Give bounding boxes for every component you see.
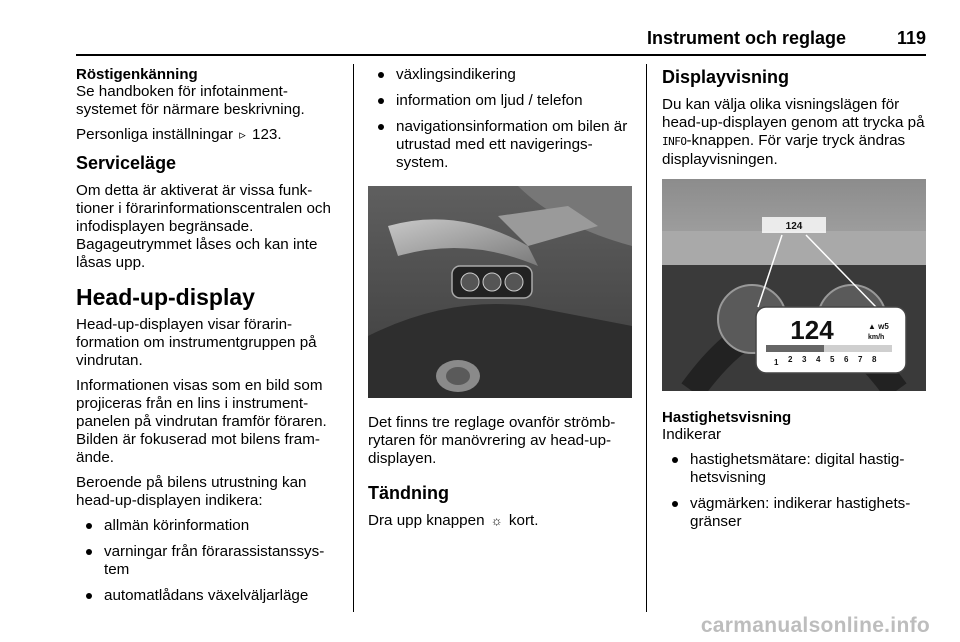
column-divider-1 bbox=[353, 64, 354, 612]
list-item: allmän körinformation bbox=[76, 517, 348, 535]
sun-brightness-icon: ☼ bbox=[490, 513, 503, 528]
gear-scale-label: 2 bbox=[788, 355, 793, 364]
personal-settings-ref: 123. bbox=[252, 126, 282, 143]
ignition-text-before: Dra upp knappen bbox=[368, 512, 485, 529]
hud-controls-illustration bbox=[368, 186, 632, 398]
hud-indication-list-continued bbox=[368, 66, 636, 172]
ignition-heading: Tändning bbox=[368, 483, 449, 503]
page-number: 119 bbox=[896, 28, 926, 48]
bullet-icon bbox=[672, 457, 678, 463]
bullet-icon bbox=[378, 98, 384, 104]
header-title: Instrument och reglage bbox=[646, 28, 846, 48]
hud-speed-value: 124 bbox=[790, 315, 834, 345]
hud-display-illustration bbox=[662, 179, 926, 391]
hud-mini-speed: 124 bbox=[785, 221, 803, 232]
column-3 bbox=[662, 66, 928, 539]
bullet-icon bbox=[672, 501, 678, 507]
gear-scale-label: 7 bbox=[858, 355, 863, 364]
hud-info: Informationen visas som en bild som projiceras från en lins i instrument-panelen på vindrutan framför föraren. Bilden är fokuserad mot bilens fram-ände. bbox=[76, 377, 327, 466]
header-rule bbox=[76, 54, 926, 56]
watermark: carmanualsonline.info bbox=[700, 614, 930, 637]
indicates-text: Indikerar bbox=[662, 426, 722, 443]
gear-scale-label: 6 bbox=[844, 355, 849, 364]
hud-display-photo bbox=[662, 179, 926, 391]
hud-heading: Head-up-display bbox=[76, 284, 255, 310]
list-item: automatlådans växelväljarläge bbox=[76, 587, 348, 605]
bullet-icon bbox=[378, 72, 384, 78]
voice-text: Se handboken för infotainment-systemet för närmare beskrivning. bbox=[76, 83, 305, 118]
bullet-icon bbox=[86, 593, 92, 599]
gear-scale-label: 1 bbox=[774, 358, 779, 367]
gear-scale-label: 3 bbox=[802, 355, 807, 364]
bullet-icon bbox=[378, 124, 384, 130]
ignition-text bbox=[368, 512, 636, 530]
hud-speed-unit: km/h bbox=[868, 334, 885, 341]
column-2 bbox=[368, 66, 636, 537]
list-item: information om ljud / telefon bbox=[368, 92, 636, 110]
display-text-after: -knappen. För varje tryck ändras displayvisningen. bbox=[662, 132, 906, 168]
column-1 bbox=[76, 66, 348, 613]
bullet-icon bbox=[86, 549, 92, 555]
bullet-icon bbox=[86, 523, 92, 529]
gear-scale-label: 8 bbox=[872, 355, 877, 364]
display-heading: Displayvisning bbox=[662, 67, 790, 87]
hud-gear-indicator: ▲ w5 bbox=[868, 322, 889, 331]
controls-text: Det finns tre reglage ovanför strömb-rytaren för manövrering av head-up-displayen. bbox=[368, 414, 616, 467]
ignition-text-after: kort. bbox=[508, 512, 539, 529]
gear-scale-label: 4 bbox=[816, 355, 821, 364]
hud-indication-list bbox=[76, 517, 348, 605]
list-item: hastighetsmätare: digital hastig-hetsvisning bbox=[662, 451, 928, 487]
display-text-before: Du kan välja olika visningslägen för head-up-displayen genom att trycka på bbox=[662, 96, 925, 131]
list-item: navigationsinformation om bilen är utrustad med ett navigerings-system. bbox=[368, 118, 636, 172]
service-text: Om detta är aktiverat är vissa funk-tioner i förarinformationscentralen och infodisplayen begränsade. Bagageutrymmet låses och kan inte låsas upp. bbox=[76, 182, 331, 271]
personal-settings-label: Personliga inställningar bbox=[76, 126, 234, 143]
hud-intro: Head-up-displayen visar förarin-formation om instrumentgruppen på vindrutan. bbox=[76, 316, 317, 369]
display-text bbox=[662, 96, 928, 169]
hud-controls-photo bbox=[368, 186, 632, 398]
speed-heading: Hastighetsvisning bbox=[662, 409, 792, 426]
service-heading: Serviceläge bbox=[76, 153, 177, 173]
voice-heading: Röstigenkänning bbox=[76, 66, 198, 83]
info-button-label: INFO bbox=[662, 135, 687, 148]
list-item: varningar från förarassistanssys-tem bbox=[76, 543, 348, 579]
arrow-ref-icon: ▹ bbox=[239, 127, 246, 142]
personal-settings bbox=[76, 126, 348, 144]
list-item: växlingsindikering bbox=[368, 66, 636, 84]
column-divider-2 bbox=[646, 64, 647, 612]
hud-depends: Beroende på bilens utrustning kan head-up-displayen indikera: bbox=[76, 474, 307, 509]
gear-scale-label: 5 bbox=[830, 355, 835, 364]
speed-indication-list bbox=[662, 451, 928, 531]
list-item: vägmärken: indikerar hastighets-gränser bbox=[662, 495, 928, 531]
page-header bbox=[76, 28, 926, 54]
